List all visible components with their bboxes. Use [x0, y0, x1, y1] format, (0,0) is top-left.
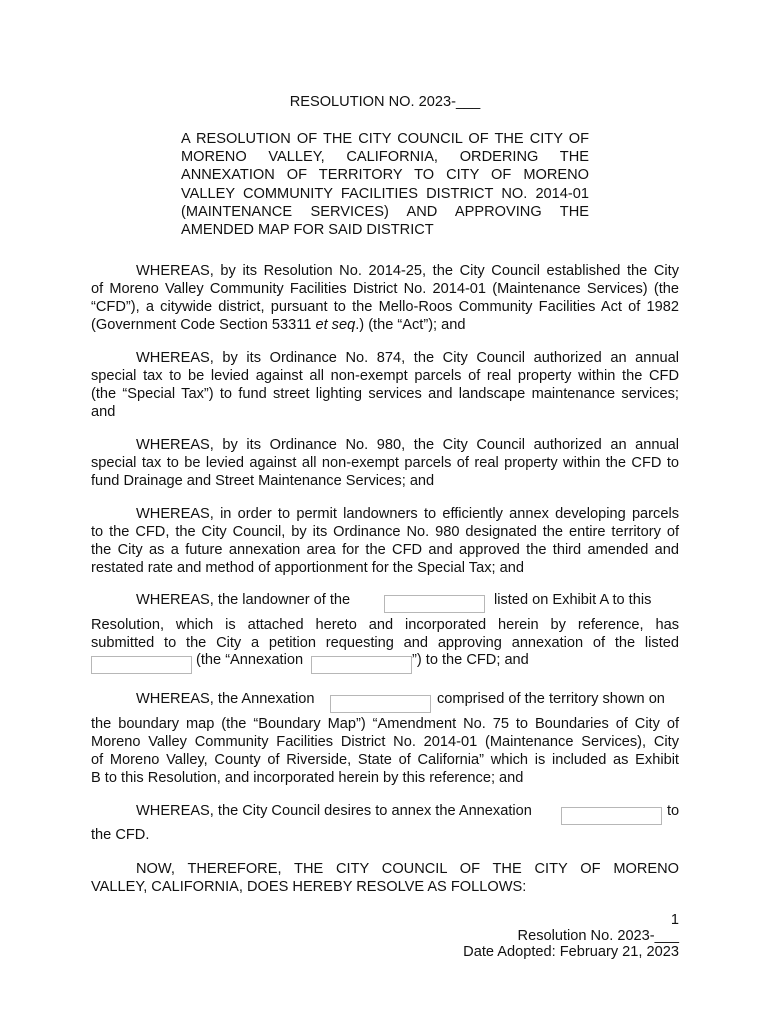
heading-line: A RESOLUTION OF THE CITY COUNCIL OF THE CITY OF [181, 131, 589, 147]
whereas-paragraph-1 [91, 262, 679, 334]
p5-text-c: (the “Annexation [196, 652, 304, 668]
paragraph-line: WHEREAS, by its Ordinance No. 980, the City Council authorized an annual [136, 437, 679, 453]
paragraph-line: and [91, 404, 116, 420]
paragraph-line: of Moreno Valley, County of Riverside, State of California” which is included as Exhibit [91, 752, 679, 768]
et-seq-italic: et seq [315, 317, 356, 333]
paragraph-line: WHEREAS, by its Ordinance No. 874, the City Council authorized an annual [136, 350, 679, 366]
footer-resolution-number: Resolution No. 2023-___ [517, 928, 679, 944]
heading-line: ANNEXATION OF TERRITORY TO CITY OF MORENO [181, 167, 589, 184]
paragraph-line [91, 316, 679, 334]
p5-text-d: ”) to the CFD; and [412, 652, 529, 668]
paragraph-line: the City as a future annexation area for the CFD and approved the third amended and [91, 542, 679, 558]
p7-text-b: to [667, 803, 680, 819]
paragraph-line: Moreno Valley Community Facilities District No. 2014-01 (Maintenance Services), City [91, 734, 679, 750]
paragraph-line: VALLEY, CALIFORNIA, DOES HEREBY RESOLVE AS FOLLOWS: [91, 879, 527, 895]
paragraph-line: submitted to the City a petition requesting and approving annexation of the listed [91, 635, 679, 651]
paragraph-line: (the “Special Tax”) to fund street lighting services and landscape maintenance services; [91, 386, 679, 402]
whereas-paragraph-5 [91, 616, 679, 652]
annexation-field-2[interactable] [561, 807, 662, 825]
p5-text-a: WHEREAS, the landowner of the [136, 592, 351, 608]
whereas-paragraph-4 [91, 505, 679, 577]
heading-line: VALLEY COMMUNITY FACILITIES DISTRICT NO. 2014-01 [181, 185, 589, 202]
annexation-field[interactable] [330, 695, 431, 713]
resolution-title: RESOLUTION NO. 2023-___ [289, 94, 481, 110]
p7-text-a: WHEREAS, the City Council desires to annex the Annexation [136, 803, 532, 819]
p6-text-a: WHEREAS, the Annexation [136, 691, 315, 707]
heading-line: AMENDED MAP FOR SAID DISTRICT [181, 222, 434, 239]
whereas-paragraph-2 [91, 349, 679, 421]
paragraph-line: fund Drainage and Street Maintenance Services; and [91, 473, 435, 489]
paragraph-line: special tax to be levied against all non-exempt parcels of real property within the CFD to [91, 455, 679, 471]
heading-line: (MAINTENANCE SERVICES) AND APPROVING THE [181, 203, 589, 220]
line-text: (Government Code Section 53311 [91, 317, 316, 333]
resolve-paragraph [91, 860, 679, 896]
paragraph-line: B to this Resolution, and incorporated herein by this reference; and [91, 770, 524, 786]
p5-text-b: listed on Exhibit A to this [494, 592, 652, 608]
paragraph-line: restated rate and method of apportionment for the Special Tax; and [91, 560, 524, 576]
annexation-name-field[interactable] [311, 656, 412, 674]
paragraph-line: WHEREAS, by its Resolution No. 2014-25, the City Council established the City [136, 263, 679, 279]
paragraph-line: WHEREAS, in order to permit landowners to efficiently annex developing parcels [136, 506, 679, 522]
paragraph-line: NOW, THEREFORE, THE CITY COUNCIL OF THE CITY OF MORENO [136, 861, 679, 877]
listed-parcels-field[interactable] [91, 656, 192, 674]
p6-text-b: comprised of the territory shown on [437, 691, 665, 707]
page-number: 1 [670, 912, 679, 928]
heading-line: MORENO VALLEY, CALIFORNIA, ORDERING THE [181, 149, 589, 166]
whereas-paragraph-6 [91, 715, 679, 787]
p7-text-c: the CFD. [91, 827, 150, 843]
whereas-paragraph-3 [91, 436, 679, 490]
paragraph-line: Resolution, which is attached hereto and incorporated herein by reference, has [91, 617, 679, 633]
footer-date-adopted: Date Adopted: February 21, 2023 [463, 944, 679, 960]
resolution-heading [181, 130, 589, 239]
paragraph-line: the boundary map (the “Boundary Map”) “Amendment No. 75 to Boundaries of City of [91, 716, 679, 732]
paragraph-line: “CFD”), a citywide district, pursuant to the Mello-Roos Community Facilities Act of 1982 [91, 299, 679, 315]
landowner-field[interactable] [384, 595, 485, 613]
line-text: .) (the “Act”); and [355, 317, 466, 333]
paragraph-line: special tax to be levied against all non-exempt parcels of real property within the CFD [91, 368, 679, 384]
paragraph-line: to the CFD, the City Council, by its Ordinance No. 980 designated the entire territory of [91, 524, 679, 540]
paragraph-line: of Moreno Valley Community Facilities District No. 2014-01 (Maintenance Services) (the [91, 281, 679, 297]
